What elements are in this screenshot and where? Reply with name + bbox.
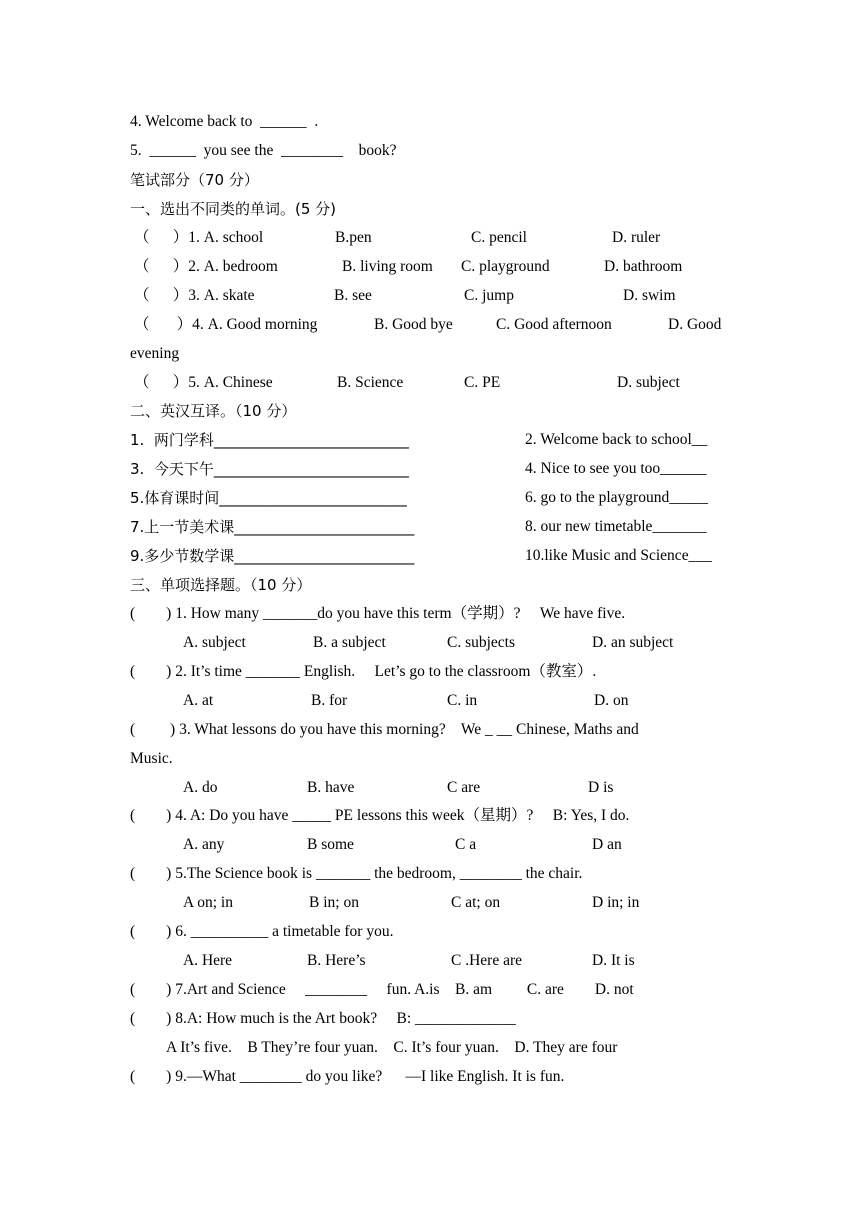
mc-option-a: A. subject: [183, 634, 246, 651]
mc-option-b: B. have: [307, 779, 355, 796]
translation-item-10: 10.like Music and Science___: [525, 547, 712, 564]
odd-one-out-item-2: （ ）2. A. bedroom: [134, 258, 278, 275]
mc-option-d: D an: [592, 836, 622, 853]
mc-question-3: ( ) 3. What lessons do you have this morning? We _ __ Chinese, Maths and: [130, 721, 639, 738]
mc-option-a: A. any: [183, 836, 225, 853]
mc-question-8: ( ) 8.A: How much is the Art book? B: _____________: [130, 1010, 516, 1027]
mc-option-a: A. at: [183, 692, 214, 709]
written-section-heading: 笔试部分（70 分）: [130, 171, 259, 189]
part-two-heading: 二、英汉互译。（10 分）: [130, 402, 297, 420]
mc-option-c: C are: [447, 779, 481, 796]
translation-item-1: 1. 两门学科__________________________: [130, 431, 409, 449]
mc-option-c: C at; on: [451, 894, 501, 911]
option-c: C. pencil: [471, 229, 527, 246]
mc-option-b: B in; on: [309, 894, 359, 911]
mc-option-b: B. Here’s: [307, 952, 366, 969]
part-three-heading: 三、单项选择题。（10 分）: [130, 576, 312, 594]
translation-item-7: 7.上一节美术课________________________: [130, 518, 415, 536]
odd-one-out-item-3: （ ）3. A. skate: [134, 287, 255, 304]
mc-question-4: ( ) 4. A: Do you have _____ PE lessons this week（星期）? B: Yes, I do.: [130, 807, 630, 824]
mc-option-a: A. do: [183, 779, 218, 796]
mc-question-9: ( ) 9.—What ________ do you like? —I like English. It is fun.: [130, 1068, 565, 1085]
mc-option-c: C .Here are: [451, 952, 522, 969]
mc-option-b: B. a subject: [313, 634, 386, 651]
mc-question-6: ( ) 6. __________ a timetable for you.: [130, 923, 394, 940]
option-b: B. Good bye: [374, 316, 453, 333]
mc-option-d: D. on: [594, 692, 629, 709]
odd-one-out-item-1: （ ）1. A. school: [134, 229, 264, 246]
option-c: C. PE: [464, 374, 501, 391]
option-d: D. bathroom: [604, 258, 683, 275]
listening-item-4: 4. Welcome back to ______ .: [130, 113, 319, 130]
option-b: B. see: [334, 287, 372, 304]
mc-option-c: C. subjects: [447, 634, 516, 651]
odd-one-out-item-5: （ ）5. A. Chinese: [134, 374, 273, 391]
mc-question-7: ( ) 7.Art and Science ________ fun. A.is B. am C. are D. not: [130, 981, 634, 998]
listening-item-5: 5. ______ you see the ________ book?: [130, 142, 397, 159]
option-d: D. ruler: [612, 229, 661, 246]
translation-item-6: 6. go to the playground_____: [525, 489, 708, 506]
translation-item-5: 5.体育课时间_________________________: [130, 489, 407, 507]
option-d: D. swim: [623, 287, 676, 304]
mc-option-a: A on; in: [183, 894, 233, 911]
option-c: C. Good afternoon: [496, 316, 612, 333]
mc-question-2: ( ) 2. It’s time _______ English. Let’s go to the classroom（教室）.: [130, 663, 597, 680]
mc-question-3-continued: Music.: [130, 750, 173, 767]
part-one-heading: 一、选出不同类的单词。(5 分): [130, 200, 337, 218]
translation-item-9: 9.多少节数学课________________________: [130, 547, 415, 565]
option-b: B. Science: [337, 374, 404, 391]
mc-option-d: D. It is: [592, 952, 635, 969]
option-d: D. Good: [668, 316, 722, 333]
mc-option-d: D is: [588, 779, 614, 796]
option-c: C. jump: [464, 287, 514, 304]
option-b: B. living room: [342, 258, 433, 275]
option-d-continued: evening: [130, 345, 180, 362]
translation-item-4: 4. Nice to see you too______: [525, 460, 707, 477]
odd-one-out-item-4: （ ）4. A. Good morning: [134, 316, 318, 333]
translation-item-3: 3. 今天下午__________________________: [130, 460, 409, 478]
mc-option-d: D. an subject: [592, 634, 674, 651]
option-b: B.pen: [335, 229, 372, 246]
mc-option-c: C. in: [447, 692, 478, 709]
mc-question-8-options: A It’s five. B They’re four yuan. C. It’s four yuan. D. They are four: [166, 1039, 618, 1056]
translation-item-2: 2. Welcome back to school__: [525, 431, 708, 448]
option-d: D. subject: [617, 374, 680, 391]
mc-option-b: B. for: [311, 692, 348, 709]
mc-option-d: D in; in: [592, 894, 640, 911]
translation-item-8: 8. our new timetable_______: [525, 518, 707, 535]
mc-option-a: A. Here: [183, 952, 233, 969]
mc-question-1: ( ) 1. How many _______do you have this term（学期）? We have five.: [130, 605, 626, 622]
mc-option-c: C a: [455, 836, 477, 853]
option-c: C. playground: [461, 258, 550, 275]
mc-question-5: ( ) 5.The Science book is _______ the bedroom, ________ the chair.: [130, 865, 583, 882]
mc-option-b: B some: [307, 836, 354, 853]
